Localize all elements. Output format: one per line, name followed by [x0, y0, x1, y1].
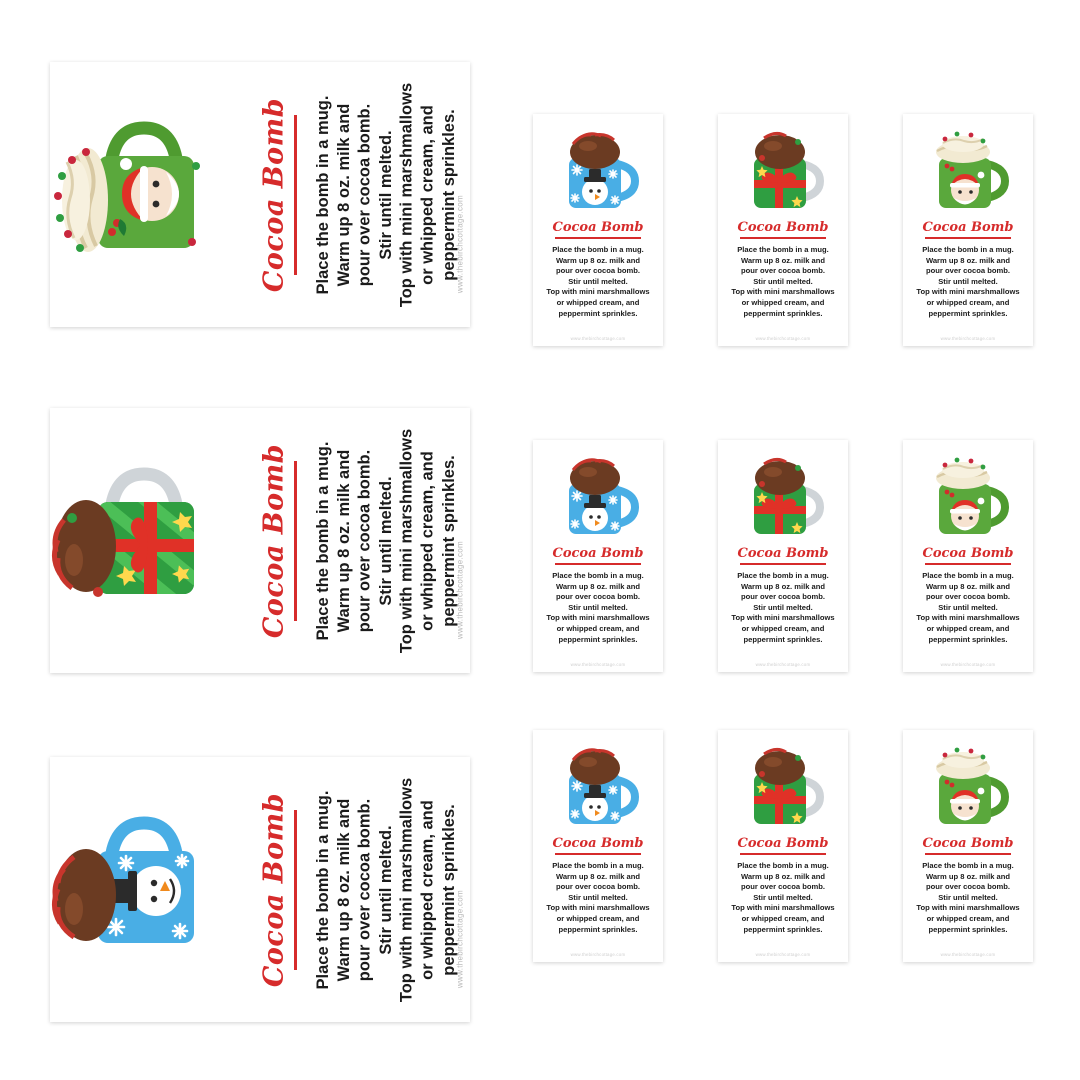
instruction-line: peppermint sprinkles. [558, 308, 638, 318]
instruction-line: pour over cocoa bomb. [556, 592, 640, 602]
instruction-line: pour over cocoa bomb. [926, 882, 1010, 892]
instructions-block [308, 757, 458, 1022]
instruction-line: Stir until melted. [753, 602, 813, 612]
watermark: www.thebirchcottage.com [940, 952, 996, 957]
gift-mug-illustration [718, 114, 848, 218]
santa-mug-illustration [903, 440, 1033, 544]
instruction-line: pour over cocoa bomb. [355, 103, 374, 286]
instruction-line: or whipped cream, and [418, 104, 437, 285]
instruction-line: Top with mini marshmallows [546, 903, 650, 913]
instruction-line: Warm up 8 oz. milk and [555, 871, 641, 881]
instruction-line: peppermint sprinkles. [439, 454, 458, 627]
instructions-block [910, 861, 1025, 935]
card-title: Cocoa Bomb [922, 546, 1014, 561]
instruction-line: pour over cocoa bomb. [556, 266, 640, 276]
instructions-block [910, 571, 1025, 645]
instruction-line: pour over cocoa bomb. [926, 592, 1010, 602]
instruction-line: Place the bomb in a mug. [737, 861, 829, 870]
instruction-line: Top with mini marshmallows [916, 903, 1020, 913]
instruction-line: Stir until melted. [568, 892, 628, 902]
title-divider [925, 237, 1011, 239]
card-title: Cocoa Bomb [258, 97, 290, 292]
instruction-line: Place the bomb in a mug. [552, 861, 644, 870]
watermark: www.thebirchcottage.com [570, 662, 626, 667]
instruction-line: peppermint sprinkles. [743, 924, 823, 934]
snowman-mug-illustration [533, 730, 663, 834]
instruction-line: pour over cocoa bomb. [741, 266, 825, 276]
title-divider [740, 237, 826, 239]
instructions-block [308, 408, 458, 673]
instruction-line: pour over cocoa bomb. [355, 449, 374, 632]
instruction-line: Warm up 8 oz. milk and [925, 255, 1011, 265]
watermark: www.thebirchcottage.com [570, 336, 626, 341]
instruction-line: or whipped cream, and [556, 913, 640, 923]
instruction-line: Place the bomb in a mug. [313, 95, 332, 294]
watermark: www.thebirchcottage.com [570, 952, 626, 957]
instructions-block [725, 571, 840, 645]
instruction-line: peppermint sprinkles. [439, 803, 458, 976]
instruction-line: Stir until melted. [376, 129, 395, 260]
instruction-line: Place the bomb in a mug. [552, 245, 644, 254]
instruction-line: pour over cocoa bomb. [556, 882, 640, 892]
instruction-line: Warm up 8 oz. milk and [740, 871, 826, 881]
small-tag-card-gift[interactable] [718, 114, 848, 346]
instruction-line: Warm up 8 oz. milk and [740, 255, 826, 265]
card-title: Cocoa Bomb [552, 836, 644, 851]
small-tag-card-snowman[interactable] [533, 730, 663, 962]
instruction-line: Top with mini marshmallows [916, 613, 1020, 623]
instruction-line: peppermint sprinkles. [928, 924, 1008, 934]
instruction-line: Stir until melted. [568, 276, 628, 286]
instruction-line: Place the bomb in a mug. [737, 245, 829, 254]
title-divider [925, 853, 1011, 855]
instruction-line: Warm up 8 oz. milk and [555, 581, 641, 591]
small-tag-card-santa[interactable] [903, 114, 1033, 346]
card-title: Cocoa Bomb [552, 220, 644, 235]
large-tag-card-gift[interactable] [50, 408, 470, 673]
watermark: www.thebirchcottage.com [755, 336, 811, 341]
small-tag-card-santa[interactable] [903, 440, 1033, 672]
card-title: Cocoa Bomb [258, 443, 290, 638]
watermark: www.thebirchcottage.com [455, 540, 465, 639]
instructions-block [540, 245, 655, 319]
instruction-line: Stir until melted. [376, 475, 395, 606]
instruction-line: Top with mini marshmallows [397, 82, 416, 307]
watermark: www.thebirchcottage.com [940, 336, 996, 341]
instruction-line: or whipped cream, and [418, 799, 437, 980]
santa-mug-illustration [903, 114, 1033, 218]
title-divider [555, 237, 641, 239]
santa-mug-illustration [50, 62, 246, 327]
instruction-line: pour over cocoa bomb. [741, 882, 825, 892]
title-divider [294, 115, 297, 275]
instruction-line: peppermint sprinkles. [743, 634, 823, 644]
instruction-line: peppermint sprinkles. [928, 308, 1008, 318]
title-divider [740, 563, 826, 565]
snowman-mug-illustration [50, 757, 246, 1022]
instruction-line: Stir until melted. [938, 276, 998, 286]
instruction-line: Stir until melted. [938, 892, 998, 902]
card-title: Cocoa Bomb [258, 792, 290, 987]
instruction-line: peppermint sprinkles. [558, 924, 638, 934]
title-divider [555, 853, 641, 855]
instruction-line: Place the bomb in a mug. [922, 245, 1014, 254]
instructions-block [540, 571, 655, 645]
instruction-line: peppermint sprinkles. [558, 634, 638, 644]
small-tag-card-santa[interactable] [903, 730, 1033, 962]
instruction-line: Warm up 8 oz. milk and [925, 581, 1011, 591]
watermark: www.thebirchcottage.com [940, 662, 996, 667]
card-title: Cocoa Bomb [552, 546, 644, 561]
large-tag-card-santa[interactable] [50, 62, 470, 327]
instruction-line: pour over cocoa bomb. [355, 798, 374, 981]
instruction-line: Top with mini marshmallows [546, 613, 650, 623]
santa-mug-illustration [903, 730, 1033, 834]
instruction-line: Warm up 8 oz. milk and [925, 871, 1011, 881]
instructions-block [308, 62, 458, 327]
instruction-line: Top with mini marshmallows [731, 287, 835, 297]
instruction-line: or whipped cream, and [556, 297, 640, 307]
instruction-line: peppermint sprinkles. [928, 634, 1008, 644]
instruction-line: Warm up 8 oz. milk and [740, 581, 826, 591]
title-divider [925, 563, 1011, 565]
small-tag-card-gift[interactable] [718, 440, 848, 672]
title-divider [740, 853, 826, 855]
instruction-line: Stir until melted. [376, 824, 395, 955]
instructions-block [910, 245, 1025, 319]
instruction-line: Top with mini marshmallows [397, 777, 416, 1002]
card-title: Cocoa Bomb [737, 220, 829, 235]
watermark: www.thebirchcottage.com [755, 952, 811, 957]
instruction-line: pour over cocoa bomb. [741, 592, 825, 602]
instruction-line: Top with mini marshmallows [916, 287, 1020, 297]
snowman-mug-illustration [533, 114, 663, 218]
instruction-line: Place the bomb in a mug. [737, 571, 829, 580]
card-title: Cocoa Bomb [922, 220, 1014, 235]
card-title: Cocoa Bomb [922, 836, 1014, 851]
watermark: www.thebirchcottage.com [755, 662, 811, 667]
instruction-line: Stir until melted. [568, 602, 628, 612]
instruction-line: or whipped cream, and [418, 450, 437, 631]
instruction-line: peppermint sprinkles. [743, 308, 823, 318]
instruction-line: Top with mini marshmallows [397, 428, 416, 653]
instruction-line: or whipped cream, and [926, 297, 1010, 307]
small-tag-card-snowman[interactable] [533, 440, 663, 672]
title-divider [294, 810, 297, 970]
instruction-line: or whipped cream, and [741, 297, 825, 307]
watermark: www.thebirchcottage.com [455, 194, 465, 293]
instruction-line: Warm up 8 oz. milk and [334, 103, 353, 286]
instruction-line: Warm up 8 oz. milk and [334, 798, 353, 981]
gift-mug-illustration [718, 440, 848, 544]
instructions-block [540, 861, 655, 935]
large-tag-card-snowman[interactable] [50, 757, 470, 1022]
watermark: www.thebirchcottage.com [455, 889, 465, 988]
instructions-block [725, 245, 840, 319]
instruction-line: Place the bomb in a mug. [922, 861, 1014, 870]
instruction-line: Place the bomb in a mug. [552, 571, 644, 580]
title-divider [294, 461, 297, 621]
card-title: Cocoa Bomb [737, 836, 829, 851]
instruction-line: or whipped cream, and [926, 623, 1010, 633]
small-tag-card-gift[interactable] [718, 730, 848, 962]
instruction-line: Top with mini marshmallows [546, 287, 650, 297]
instruction-line: or whipped cream, and [556, 623, 640, 633]
instruction-line: or whipped cream, and [741, 623, 825, 633]
instruction-line: Top with mini marshmallows [731, 613, 835, 623]
gift-mug-illustration [718, 730, 848, 834]
instruction-line: or whipped cream, and [741, 913, 825, 923]
instruction-line: Place the bomb in a mug. [313, 441, 332, 640]
card-title: Cocoa Bomb [737, 546, 829, 561]
instruction-line: Warm up 8 oz. milk and [555, 255, 641, 265]
instruction-line: peppermint sprinkles. [439, 108, 458, 281]
title-divider [555, 563, 641, 565]
instruction-line: Top with mini marshmallows [731, 903, 835, 913]
instruction-line: Place the bomb in a mug. [922, 571, 1014, 580]
instruction-line: or whipped cream, and [926, 913, 1010, 923]
instruction-line: Stir until melted. [938, 602, 998, 612]
gift-mug-illustration [50, 408, 246, 673]
instruction-line: pour over cocoa bomb. [926, 266, 1010, 276]
instruction-line: Place the bomb in a mug. [313, 790, 332, 989]
instruction-line: Warm up 8 oz. milk and [334, 449, 353, 632]
snowman-mug-illustration [533, 440, 663, 544]
instruction-line: Stir until melted. [753, 892, 813, 902]
instruction-line: Stir until melted. [753, 276, 813, 286]
small-tag-card-snowman[interactable] [533, 114, 663, 346]
instructions-block [725, 861, 840, 935]
